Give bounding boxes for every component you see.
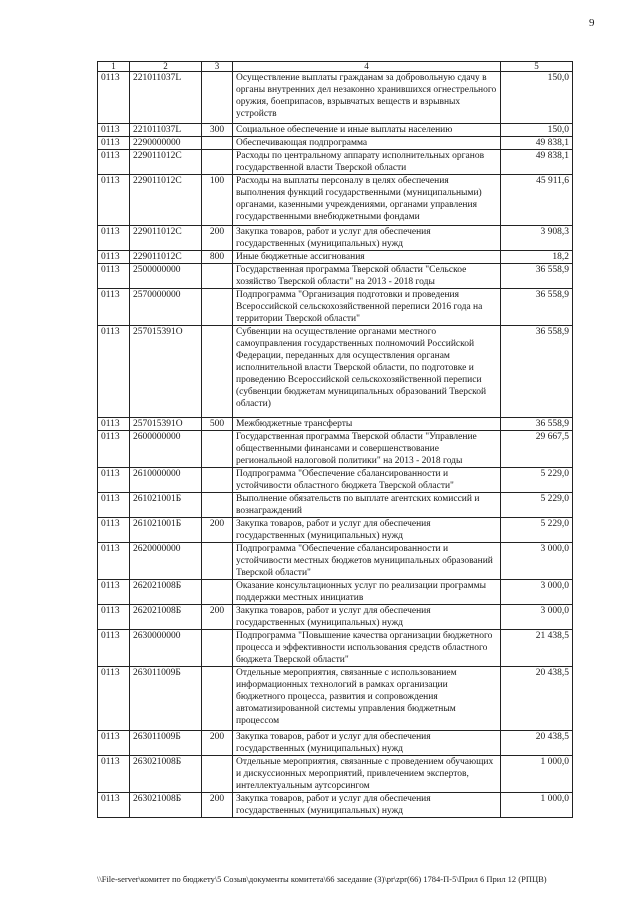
table-row [98, 731, 573, 756]
section-cell: 0113 [98, 731, 130, 756]
table-row [98, 605, 573, 630]
name-cell: Выполнение обязательств по выплате агентских комиссий и вознаграждений [233, 493, 501, 518]
expense-type-cell [202, 756, 233, 793]
section-cell: 0113 [98, 630, 130, 667]
expense-type-cell [202, 667, 233, 731]
table-row [98, 468, 573, 493]
table-row [98, 580, 573, 605]
section-cell: 0113 [98, 493, 130, 518]
section-cell: 0113 [98, 289, 130, 326]
amount-cell: 36 558,9 [501, 289, 573, 326]
expense-type-cell: 200 [202, 731, 233, 756]
expense-type-cell: 300 [202, 124, 233, 137]
table-row [98, 150, 573, 175]
expense-type-cell: 200 [202, 226, 233, 251]
expense-type-cell: 100 [202, 175, 233, 226]
amount-cell: 20 438,5 [501, 667, 573, 731]
budget-table [97, 61, 573, 818]
table-row [98, 137, 573, 150]
amount-cell: 5 229,0 [501, 518, 573, 543]
name-cell: Иные бюджетные ассигнования [233, 251, 501, 264]
name-cell: Закупка товаров, работ и услуг для обеспечения государственных (муниципальных) нужд [233, 793, 501, 818]
amount-cell: 3 908,3 [501, 226, 573, 251]
table-row [98, 667, 573, 731]
expense-type-cell: 800 [202, 251, 233, 264]
code-cell: 2630000000 [130, 630, 202, 667]
amount-cell: 36 558,9 [501, 326, 573, 418]
section-cell: 0113 [98, 793, 130, 818]
expense-type-cell [202, 150, 233, 175]
code-cell: 261021001Б [130, 518, 202, 543]
table-row [98, 264, 573, 289]
name-cell: Подпрограмма "Обеспечение сбалансированности и устойчивости местных бюджетов муниципальных образований Тверской области" [233, 543, 501, 580]
amount-cell: 5 229,0 [501, 468, 573, 493]
table-row [98, 756, 573, 793]
amount-cell: 49 838,1 [501, 150, 573, 175]
expense-type-cell [202, 431, 233, 468]
expense-type-cell [202, 493, 233, 518]
table-row [98, 493, 573, 518]
expense-type-cell [202, 264, 233, 289]
section-cell: 0113 [98, 326, 130, 418]
name-cell: Межбюджетные трансферты [233, 418, 501, 431]
name-cell: Закупка товаров, работ и услуг для обеспечения государственных (муниципальных) нужд [233, 731, 501, 756]
expense-type-cell: 200 [202, 793, 233, 818]
section-cell: 0113 [98, 580, 130, 605]
name-cell: Отдельные мероприятия, связанные с использованием информационных технологий в рамках организации бюджетного процесса, развития и сопровождения автоматизированной системы управления бюджетным процессом [233, 667, 501, 731]
column-header-1: 1 [98, 62, 130, 72]
amount-cell: 150,0 [501, 124, 573, 137]
amount-cell: 36 558,9 [501, 264, 573, 289]
expense-type-cell [202, 630, 233, 667]
expense-type-cell [202, 289, 233, 326]
amount-cell: 45 911,6 [501, 175, 573, 226]
code-cell: 261021001Б [130, 493, 202, 518]
name-cell: Государственная программа Тверской области "Сельское хозяйство Тверской области" на 2013 - 2018 годы [233, 264, 501, 289]
table-row [98, 418, 573, 431]
table-row [98, 175, 573, 226]
code-cell: 229011012С [130, 251, 202, 264]
table-row [98, 630, 573, 667]
section-cell: 0113 [98, 150, 130, 175]
expense-type-cell: 200 [202, 518, 233, 543]
section-cell: 0113 [98, 418, 130, 431]
table-row [98, 289, 573, 326]
section-cell: 0113 [98, 124, 130, 137]
amount-cell: 36 558,9 [501, 418, 573, 431]
table-row [98, 518, 573, 543]
table-row [98, 543, 573, 580]
amount-cell: 3 000,0 [501, 580, 573, 605]
code-cell: 2610000000 [130, 468, 202, 493]
expense-type-cell [202, 137, 233, 150]
amount-cell: 3 000,0 [501, 605, 573, 630]
name-cell: Обеспечивающая подпрограмма [233, 137, 501, 150]
code-cell: 263021008Б [130, 756, 202, 793]
name-cell: Закупка товаров, работ и услуг для обеспечения государственных (муниципальных) нужд [233, 518, 501, 543]
name-cell: Субвенции на осуществление органами местного самоуправления государственных полномочий Российской Федерации, переданных для осуществления органам исполнительной власти Тверской области, по подготовке и проведению Всероссийской сельскохозяйственной переписи (субвенции бюджетам муниципальных образований Тверской области) [233, 326, 501, 418]
amount-cell: 29 667,5 [501, 431, 573, 468]
column-header-4: 4 [233, 62, 501, 72]
code-cell: 263011009Б [130, 731, 202, 756]
code-cell: 263011009Б [130, 667, 202, 731]
code-cell: 2620000000 [130, 543, 202, 580]
name-cell: Закупка товаров, работ и услуг для обеспечения государственных (муниципальных) нужд [233, 226, 501, 251]
expense-type-cell [202, 72, 233, 124]
amount-cell: 21 438,5 [501, 630, 573, 667]
section-cell: 0113 [98, 518, 130, 543]
footer-file-path: \\File-server\комитет по бюджету\5 Созыв\документы комитета\66 заседание (3)\pr\zpr(66) 1784-П-5\Прил 6 Прил 12 (РПЦВ) [97, 874, 547, 884]
table-row [98, 793, 573, 818]
code-cell: 229011012С [130, 150, 202, 175]
column-header-2: 2 [130, 62, 202, 72]
table-body [98, 72, 573, 818]
column-header-3: 3 [202, 62, 233, 72]
section-cell: 0113 [98, 251, 130, 264]
section-cell: 0113 [98, 226, 130, 251]
expense-type-cell [202, 543, 233, 580]
table-row [98, 226, 573, 251]
amount-cell: 49 838,1 [501, 137, 573, 150]
section-cell: 0113 [98, 667, 130, 731]
table-row [98, 431, 573, 468]
code-cell: 2500000000 [130, 264, 202, 289]
expense-type-cell [202, 326, 233, 418]
section-cell: 0113 [98, 605, 130, 630]
code-cell: 2290000000 [130, 137, 202, 150]
name-cell: Расходы на выплаты персоналу в целях обеспечения выполнения функций государственными (муниципальными) органами, казенными учреждениями, органами управления государственными внебюджетными фондами [233, 175, 501, 226]
amount-cell: 3 000,0 [501, 543, 573, 580]
expense-type-cell [202, 468, 233, 493]
table-row [98, 72, 573, 124]
name-cell: Расходы по центральному аппарату исполнительных органов государственной власти Тверской области [233, 150, 501, 175]
table-row [98, 124, 573, 137]
table-row [98, 251, 573, 264]
name-cell: Социальное обеспечение и иные выплаты населению [233, 124, 501, 137]
name-cell: Подпрограмма "Организация подготовки и проведения Всероссийской сельскохозяйственной переписи 2016 года на территории Тверской области" [233, 289, 501, 326]
code-cell: 221011037L [130, 72, 202, 124]
section-cell: 0113 [98, 431, 130, 468]
amount-cell: 5 229,0 [501, 493, 573, 518]
name-cell: Закупка товаров, работ и услуг для обеспечения государственных (муниципальных) нужд [233, 605, 501, 630]
table-header-row [98, 62, 573, 72]
expense-type-cell [202, 580, 233, 605]
code-cell: 221011037L [130, 124, 202, 137]
name-cell: Подпрограмма "Повышение качества организации бюджетного процесса и эффективности использования средств областного бюджета Тверской области" [233, 630, 501, 667]
name-cell: Оказание консультационных услуг по реализации программы поддержки местных инициатив [233, 580, 501, 605]
section-cell: 0113 [98, 72, 130, 124]
table-row [98, 326, 573, 418]
name-cell: Отдельные мероприятия, связанные с проведением обучающих и дискуссионных мероприятий, привлечением экспертов, интеллектуальным аутсорсингом [233, 756, 501, 793]
section-cell: 0113 [98, 175, 130, 226]
code-cell: 229011012С [130, 175, 202, 226]
code-cell: 2570000000 [130, 289, 202, 326]
name-cell: Подпрограмма "Обеспечение сбалансированности и устойчивости областного бюджета Тверской области" [233, 468, 501, 493]
column-header-5: 5 [501, 62, 573, 72]
code-cell: 2600000000 [130, 431, 202, 468]
code-cell: 263021008Б [130, 793, 202, 818]
page-number: 9 [589, 17, 595, 29]
amount-cell: 18,2 [501, 251, 573, 264]
code-cell: 257015391О [130, 418, 202, 431]
section-cell: 0113 [98, 468, 130, 493]
name-cell: Осуществление выплаты гражданам за добровольную сдачу в органы внутренних дел незаконно хранившихся огнестрельного оружия, боеприпасов, взрывчатых веществ и взрывных устройств [233, 72, 501, 124]
expense-type-cell: 200 [202, 605, 233, 630]
section-cell: 0113 [98, 264, 130, 289]
amount-cell: 1 000,0 [501, 756, 573, 793]
amount-cell: 150,0 [501, 72, 573, 124]
amount-cell: 1 000,0 [501, 793, 573, 818]
section-cell: 0113 [98, 543, 130, 580]
amount-cell: 20 438,5 [501, 731, 573, 756]
section-cell: 0113 [98, 756, 130, 793]
section-cell: 0113 [98, 137, 130, 150]
code-cell: 262021008Б [130, 580, 202, 605]
code-cell: 257015391О [130, 326, 202, 418]
name-cell: Государственная программа Тверской области "Управление общественными финансами и совершенствование региональной налоговой политики" на 2013 - 2018 годы [233, 431, 501, 468]
code-cell: 262021008Б [130, 605, 202, 630]
expense-type-cell: 500 [202, 418, 233, 431]
code-cell: 229011012С [130, 226, 202, 251]
